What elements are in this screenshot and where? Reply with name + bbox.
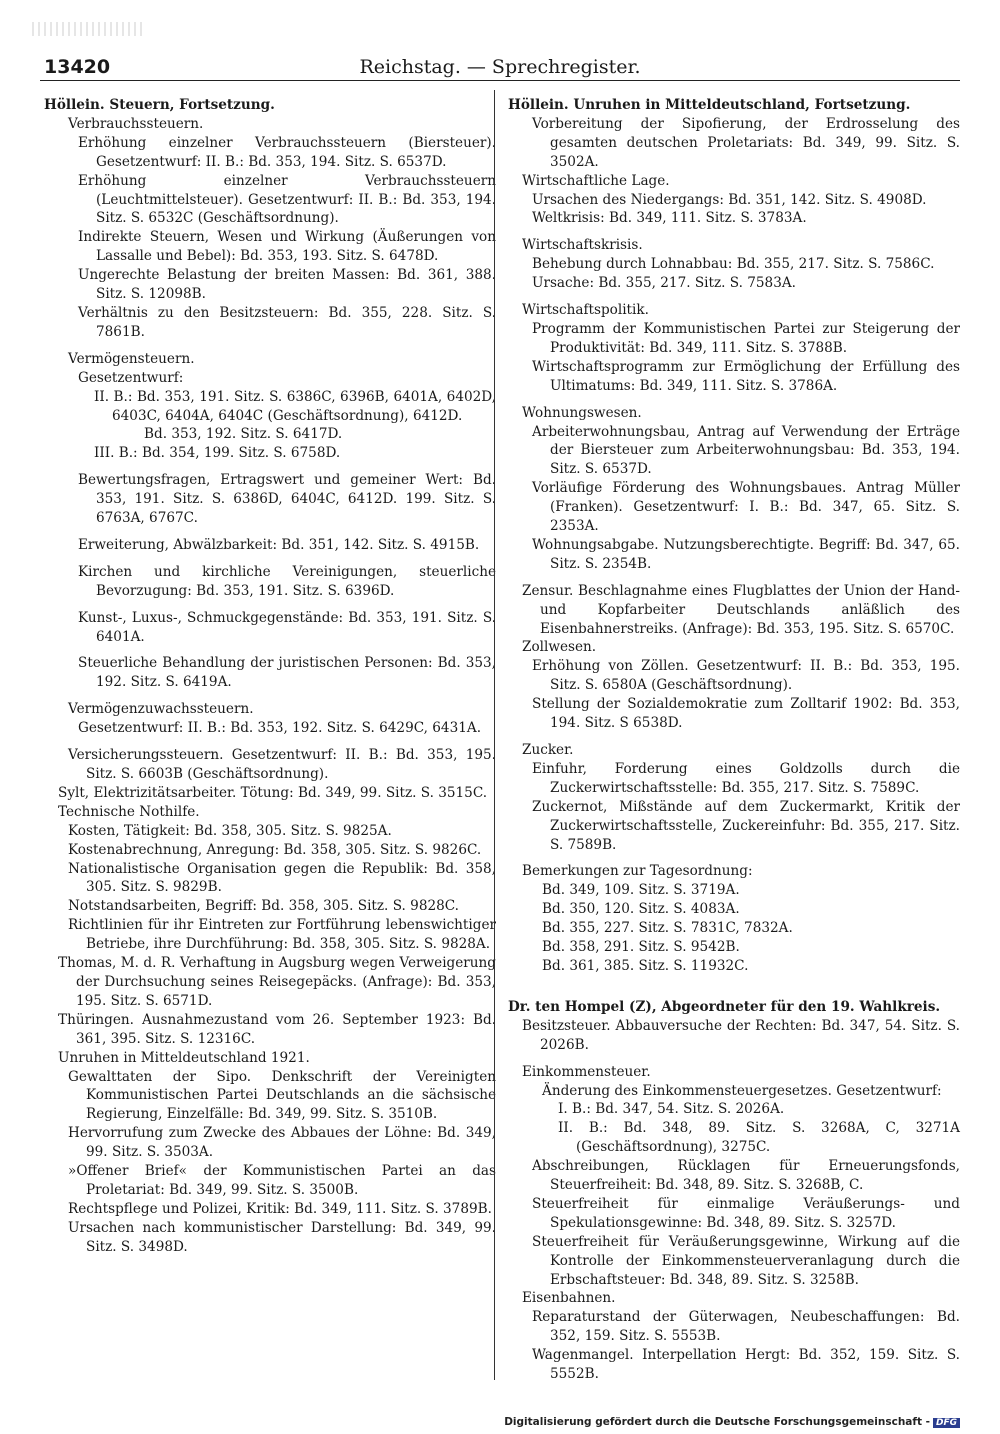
index-entry: Wirtschaftsprogramm zur Ermöglichung der Erfüllung des Ultimatums: Bd. 349, 111. Sitz. S. 3786A. [532, 358, 960, 394]
left-column [44, 96, 496, 1257]
index-entry: Verhältnis zu den Besitzsteuern: Bd. 355, 228. Sitz. S. 7861B. [78, 304, 496, 340]
index-entry: III. B.: Bd. 354, 199. Sitz. S. 6758D. [94, 445, 341, 462]
index-entry: Vermögensteuern. [68, 350, 195, 367]
index-entry: Erhöhung von Zöllen. Gesetzentwurf: II. B.: Bd. 353, 195. Sitz. S. 6580A (Geschäftsordnung). [532, 658, 960, 694]
index-entry: Zucker. [522, 742, 574, 758]
index-entry: Thüringen. Ausnahmezustand vom 26. September 1923: Bd. 361, 395. Sitz. S. 12316C. [58, 1011, 496, 1047]
footer-credit [504, 1416, 960, 1428]
page-header [40, 54, 960, 81]
index-entry: Bd. 358, 291. Sitz. S. 9542B. [542, 939, 740, 956]
index-entry: Kunst-, Luxus-, Schmuckgegenstände: Bd. 353, 191. Sitz. S. 6401A. [78, 609, 496, 645]
index-entry: Vorbereitung der Sipofierung, der Erdrosselung des gesamten deutschen Proletariats: Bd. 349, 99. Sitz. S. 3502A. [532, 115, 960, 170]
index-entry: Abschreibungen, Rücklagen für Erneuerungsfonds, Steuerfreiheit: Bd. 348, 89. Sitz. S. 3268B, C. [532, 1158, 960, 1194]
index-entry: II. B.: Bd. 353, 191. Sitz. S. 6386C, 6396B, 6401A, 6402D, 6403C, 6404A, 6404C (Geschäftsordnung), 6412D. [94, 388, 496, 424]
index-entry: Ungerechte Belastung der breiten Massen: Bd. 361, 388. Sitz. S. 12098B. [78, 267, 496, 303]
index-entry: Weltkrisis: Bd. 349, 111. Sitz. S. 3783A. [532, 210, 807, 227]
index-entry: Reparaturstand der Güterwagen, Neubeschaffungen: Bd. 352, 159. Sitz. S. 5553B. [532, 1309, 960, 1345]
index-entry: Ursachen nach kommunistischer Darstellung: Bd. 349, 99. Sitz. S. 3498D. [68, 1219, 496, 1255]
footer-credit-text: Digitalisierung gefördert durch die Deutsche Forschungsgemeinschaft - [504, 1416, 930, 1428]
index-entry: Wagenmangel. Interpellation Hergt: Bd. 352, 159. Sitz. S. 5552B. [532, 1347, 960, 1383]
index-entry: Erhöhung einzelner Verbrauchssteuern (Leuchtmittelsteuer). Gesetzentwurf: II. B.: Bd. 353, 194. Sitz. S. 6532C (Geschäftsordnung). [78, 172, 496, 227]
index-entry: Wohnungswesen. [522, 404, 642, 421]
index-entry: Dr. ten Hompel (Z), Abgeordneter für den 19. Wahlkreis. [508, 998, 941, 1015]
index-entry: Kirchen und kirchliche Vereinigungen, steuerliche Bevorzugung: Bd. 353, 191. Sitz. S. 6396D. [78, 563, 496, 599]
index-entry: Steuerfreiheit für einmalige Veräußerungs- und Spekulationsgewinne: Bd. 348, 89. Sitz. S. 3257D. [532, 1195, 960, 1231]
index-entry: Versicherungssteuern. Gesetzentwurf: II. B.: Bd. 353, 195. Sitz. S. 6603B (Geschäftsordnung). [68, 747, 496, 782]
index-entry: Nationalistische Organisation gegen die Republik: Bd. 358, 305. Sitz. S. 9829B. [68, 860, 496, 896]
index-entry: Bd. 353, 192. Sitz. S. 6417D. [144, 426, 343, 443]
index-entry: Ursachen des Niedergangs: Bd. 351, 142. Sitz. S. 4908D. [532, 191, 927, 208]
page-number: 13420 [44, 56, 111, 78]
index-entry: Wirtschaftspolitik. [522, 302, 649, 319]
index-entry: Höllein. Steuern, Fortsetzung. [44, 97, 275, 113]
index-entry: Gesetzentwurf: [78, 369, 184, 386]
index-entry: Bemerkungen zur Tagesordnung: [522, 863, 753, 880]
index-entry: Sylt, Elektrizitätsarbeiter. Tötung: Bd. 349, 99. Sitz. S. 3515C. [58, 784, 488, 801]
index-entry: Besitzsteuer. Abbauversuche der Rechten: Bd. 347, 54. Sitz. S. 2026B. [522, 1017, 960, 1053]
index-entry: Zensur. Beschlagnahme eines Flugblattes der Union der Hand- und Kopfarbeiter Deutschlands anläßlich des Eisenbahnerstreiks. (Anfrage): Bd. 353, 195. Sitz. S. 6570C. [522, 582, 960, 637]
index-entry: Rechtspflege und Polizei, Kritik: Bd. 349, 111. Sitz. S. 3789B. [68, 1200, 492, 1217]
index-entry: Ursache: Bd. 355, 217. Sitz. S. 7583A. [532, 275, 796, 292]
index-entry: Stellung der Sozialdemokratie zum Zolltarif 1902: Bd. 353, 194. Sitz. S 6538D. [532, 696, 960, 732]
index-entry: Bd. 355, 227. Sitz. S. 7831C, 7832A. [542, 920, 793, 937]
index-entry: Thomas, M. d. R. Verhaftung in Augsburg wegen Verweigerung der Durchsuchung seines Reisegepäcks. (Anfrage): Bd. 353, 195. Sitz. S. 6571D. [58, 955, 496, 1009]
index-entry: Behebung durch Lohnabbau: Bd. 355, 217. Sitz. S. 7586C. [532, 256, 935, 273]
index-entry: Vorläufige Förderung des Wohnungsbaues. Antrag Müller (Franken). Gesetzentwurf: I. B.: Bd. 347, 65. Sitz. S. 2353A. [532, 480, 960, 535]
index-entry: Höllein. Unruhen in Mitteldeutschland, Fortsetzung. [508, 97, 911, 113]
index-entry: Vermögenzuwachssteuern. [68, 701, 254, 718]
running-head: Reichstag. — Sprechregister. [359, 56, 641, 78]
index-entry: Wirtschaftskrisis. [522, 237, 643, 254]
index-entry: Verbrauchssteuern. [68, 115, 204, 132]
index-entry: Gewalttaten der Sipo. Denkschrift der Vereinigten Kommunistischen Partei Deutschlands an die sächsische Regierung, Einzelfälle: Bd. 349, 99. Sitz. S. 3510B. [68, 1068, 496, 1123]
index-entry: Kostenabrechnung, Anregung: Bd. 358, 305. Sitz. S. 9826C. [68, 841, 482, 858]
index-entry: I. B.: Bd. 347, 54. Sitz. S. 2026A. [558, 1101, 785, 1118]
right-column [508, 96, 960, 1384]
index-entry: Zollwesen. [522, 639, 597, 656]
column-divider [494, 90, 495, 1380]
index-entry: Kosten, Tätigkeit: Bd. 358, 305. Sitz. S. 9825A. [68, 822, 392, 839]
index-entry: II. B.: Bd. 348, 89. Sitz. S. 3268A, C, 3271A (Geschäftsordnung), 3275C. [558, 1120, 960, 1156]
index-entry: Zuckernot, Mißstände auf dem Zuckermarkt, Kritik der Zuckerwirtschaftsstelle, Zuckereinfuhr: Bd. 355, 217. Sitz. S. 7589B. [532, 798, 960, 853]
index-entry: Gesetzentwurf: II. B.: Bd. 353, 192. Sitz. S. 6429C, 6431A. [78, 720, 482, 737]
index-entry: Arbeiterwohnungsbau, Antrag auf Verwendung der Erträge der Biersteuer zum Arbeiterwohnungsbau: Bd. 353, 194. Sitz. S. 6537D. [532, 423, 960, 478]
index-entry: Bd. 350, 120. Sitz. S. 4083A. [542, 901, 740, 918]
index-entry: Einfuhr, Forderung eines Goldzolls durch die Zuckerwirtschaftsstelle: Bd. 355, 217. Sitz. S. 7589C. [532, 760, 960, 796]
dfg-logo: DFG [933, 1418, 960, 1428]
index-entry: Einkommensteuer. [522, 1063, 651, 1080]
index-entry: Bd. 349, 109. Sitz. S. 3719A. [542, 882, 740, 899]
index-entry: Notstandsarbeiten, Begriff: Bd. 358, 305. Sitz. S. 9828C. [68, 898, 459, 915]
index-entry: Änderung des Einkommensteuergesetzes. Gesetzentwurf: [542, 1082, 942, 1099]
index-entry: Programm der Kommunistischen Partei zur Steigerung der Produktivität: Bd. 349, 111. Sitz. S. 3788B. [532, 320, 960, 356]
index-entry: Steuerliche Behandlung der juristischen Personen: Bd. 353, 192. Sitz. S. 6419A. [78, 655, 496, 691]
index-entry: Unruhen in Mitteldeutschland 1921. [58, 1049, 310, 1066]
index-entry: Richtlinien für ihr Eintreten zur Fortführung lebenswichtiger Betriebe, ihre Durchführung: Bd. 358, 305. Sitz. S. 9828A. [68, 917, 496, 953]
index-entry: Wirtschaftliche Lage. [522, 172, 670, 189]
index-entry: Bd. 361, 385. Sitz. S. 11932C. [542, 957, 749, 974]
index-entry: Hervorrufung zum Zwecke des Abbaues der Löhne: Bd. 349, 99. Sitz. S. 3503A. [68, 1125, 496, 1161]
index-entry: Steuerfreiheit für Veräußerungsgewinne, Wirkung auf die Kontrolle der Einkommensteuerveranlagung durch die Erbschaftsteuer: Bd. 348, 89. Sitz. S. 3258B. [532, 1233, 960, 1288]
index-entry: Indirekte Steuern, Wesen und Wirkung (Äußerungen von Lassalle und Bebel): Bd. 353, 193. Sitz. S. 6478D. [78, 229, 496, 265]
index-entry: Bewertungsfragen, Ertragswert und gemeiner Wert: Bd. 353, 191. Sitz. S. 6386D, 6404C, 6412D. 199. Sitz. S. 6763A, 6767C. [78, 472, 496, 527]
index-entry: Erhöhung einzelner Verbrauchssteuern (Biersteuer). Gesetzentwurf: II. B.: Bd. 353, 194. Sitz. S. 6537D. [78, 134, 496, 170]
scan-smudge [32, 22, 142, 36]
index-entry: Erweiterung, Abwälzbarkeit: Bd. 351, 142. Sitz. S. 4915B. [78, 536, 480, 553]
index-entry: Wohnungsabgabe. Nutzungsberechtigte. Begriff: Bd. 347, 65. Sitz. S. 2354B. [532, 536, 960, 572]
index-entry: Technische Nothilfe. [58, 803, 200, 820]
index-entry: »Offener Brief« der Kommunistischen Partei an das Proletariat: Bd. 349, 99. Sitz. S. 3500B. [68, 1163, 496, 1198]
index-entry: Eisenbahnen. [522, 1290, 616, 1307]
